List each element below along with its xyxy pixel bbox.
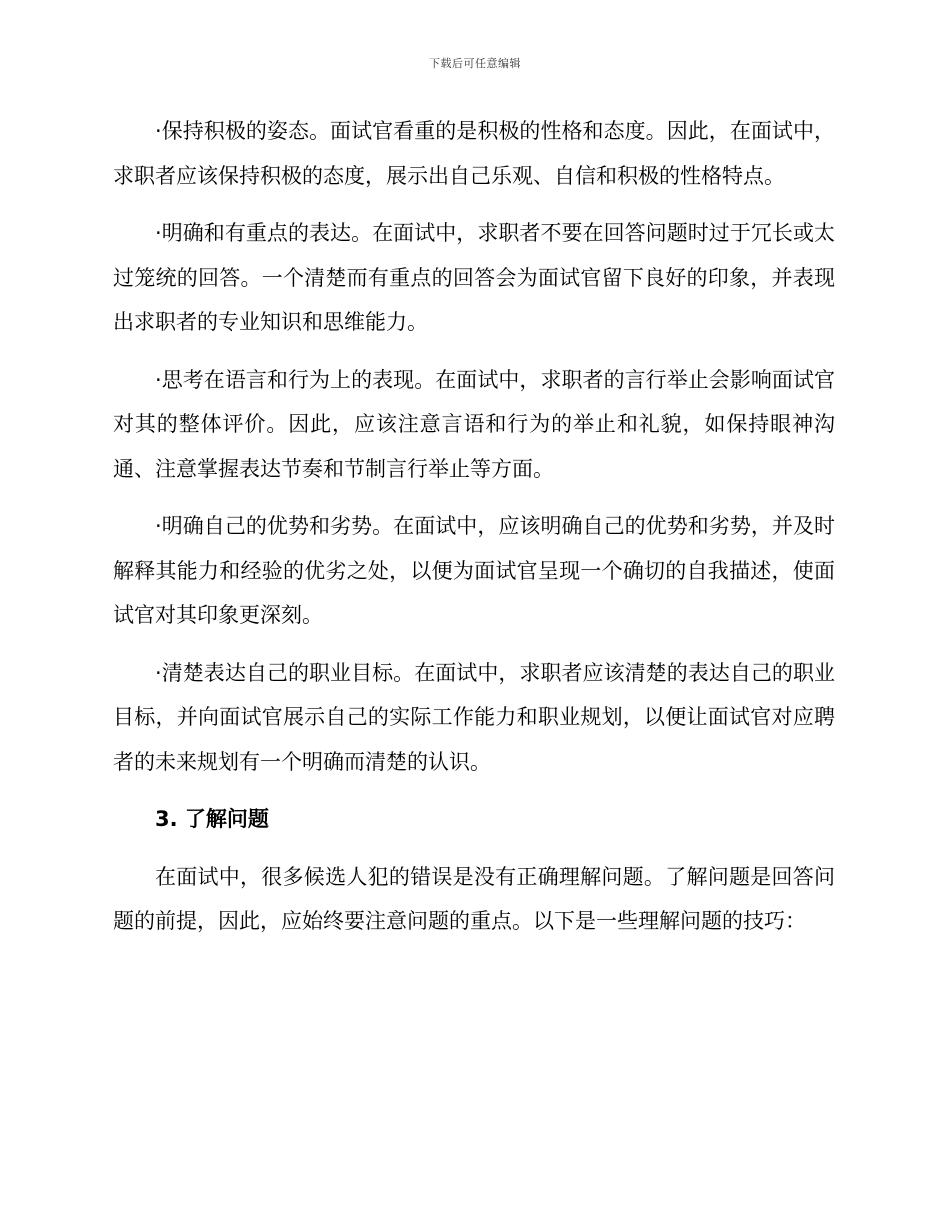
paragraph-strengths-weaknesses: ·明确自己的优势和劣势。在面试中，应该明确自己的优势和劣势，并及时解释其能力和经验的优劣之处，以便为面试官呈现一个确切的自我描述，使面试官对其印象更深刻。	[113, 514, 835, 627]
paragraph-understand-question: 在面试中，很多候选人犯的错误是没有正确理解问题。了解问题是回答问题的前提，因此，应始终要注意问题的重点。以下是一些理解问题的技巧：	[113, 864, 835, 933]
paragraph-career-goals: ·清楚表达自己的职业目标。在面试中，求职者应该清楚的表达自己的职业目标，并向面试官展示自己的实际工作能力和职业规划，以便让面试官对应聘者的未来规划有一个明确而清楚的认识。	[113, 660, 835, 774]
section-heading: 3. 了解问题	[155, 807, 269, 831]
paragraph-language-behavior: ·思考在语言和行为上的表现。在面试中，求职者的言行举止会影响面试官对其的整体评价。因此，应该注意言语和行为的举止和礼貌，如保持眼神沟通、注意掌握表达节奏和节制言行举止等方面。	[113, 367, 835, 481]
page-header: 下载后可任意编辑	[429, 57, 521, 70]
document-body	[113, 109, 835, 944]
paragraph-positive-attitude: ·保持积极的姿态。面试官看重的是积极的性格和态度。因此，在面试中，求职者应该保持积极的态度，展示出自己乐观、自信和积极的性格特点。	[113, 119, 835, 188]
paragraph-clear-expression: ·明确和有重点的表达。在面试中，求职者不要在回答问题时过于冗长或太过笼统的回答。一个清楚而有重点的回答会为面试官留下良好的印象，并表现出求职者的专业知识和思维能力。	[113, 221, 835, 334]
